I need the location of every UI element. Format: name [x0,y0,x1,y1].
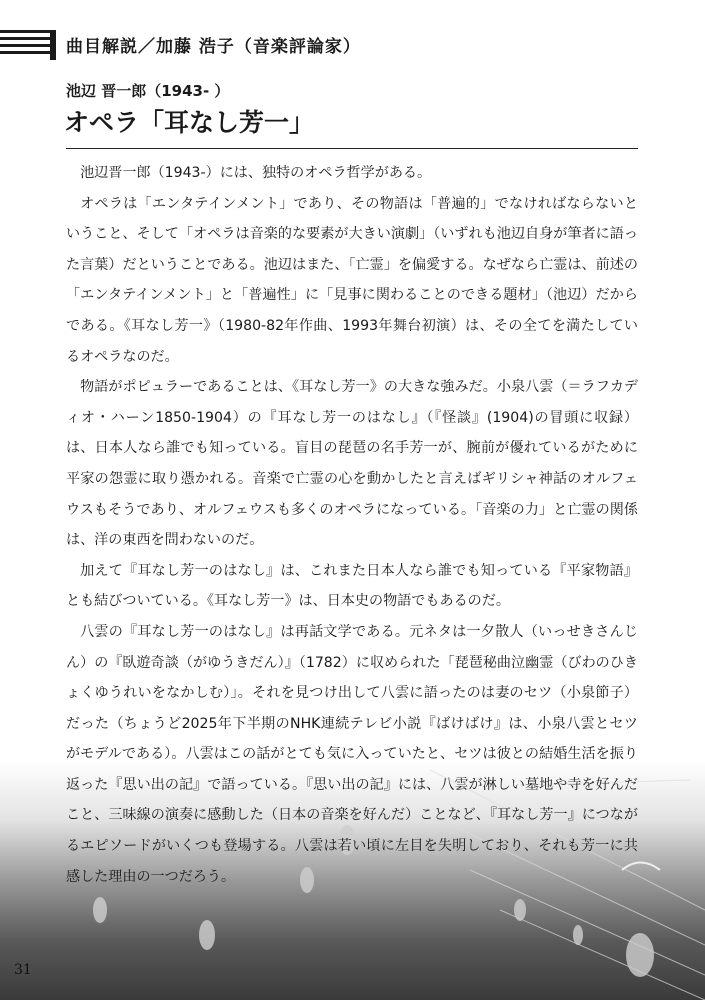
article-body [66,158,638,892]
section-header: 曲目解説／加藤 浩子（音楽評論家） [66,37,361,57]
paragraph: 加えて『耳なし芳一のはなし』は、これまた日本人なら誰でも知っている『平家物語』とも結びついている。《耳なし芳一》は、日本史の物語でもあるのだ。 [66,562,638,610]
work-title: オペラ「耳なし芳一」 [64,108,315,137]
composer-name: 池辺 晋一郎（1943- ） [66,82,230,100]
title-divider [66,148,638,149]
paragraph: 池辺晋一郎（1943-）には、独特のオペラ哲学がある。 [80,165,432,181]
page-number: 31 [14,962,32,978]
header-decoration-bars [0,30,56,62]
paragraph: オペラは「エンタテインメント」であり、その物語は「普遍的」でなければならないということ、そして「オペラは音楽的な要素が大きい演劇」（いずれも池辺自身が筆者に語った言葉）だということである。池辺はまた、「亡霊」を偏愛する。なぜなら亡霊は、前述の「エンタテインメント」と「普遍性」に「見事に関わることのできる題材」（池辺）だからである。《耳なし芳一》（1980-82年作曲、1993年舞台初演）は、その全てを満たしているオペラなのだ。 [66,195,638,365]
paragraph: 八雲の『耳なし芳一のはなし』は再話文学である。元ネタは一夕散人（いっせきさんじん）の『臥遊奇談（がゆうきだん）』（1782）に収められた「琵琶秘曲泣幽霊（びわのひきょくゆうれいをなかしむ）」。それを見つけ出して八雲に語ったのは妻のセツ（小泉節子）だった（ちょうど2025年下半期のNHK連続テレビ小説『ばけばけ』は、小泉八雲とセツがモデルである）。八雲はこの話がとても気に入っていたと、セツは彼との結婚生活を振り返った『思い出の記』で語っている。『思い出の記』には、八雲が淋しい墓地や寺を好んだこと、三味線の演奏に感動した（日本の音楽を好んだ）ことなど、『耳なし芳一』につながるエピソードがいくつも登場する。八雲は若い頃に左目を失明しており、それも芳一に共感した理由の一つだろう。 [66,623,638,885]
paragraph: 物語がポピュラーであることは、《耳なし芳一》の大きな強みだ。小泉八雲（＝ラフカディオ・ハーン1850-1904）の『耳なし芳一のはなし』（『怪談』(1904)の冒頭に収録）は、日本人なら誰でも知っている。盲目の琵琶の名手芳一が、腕前が優れているがために平家の怨霊に取り憑かれる。音楽で亡霊の心を動かしたと言えばギリシャ神話のオルフェウスもそうであり、オルフェウスも多くのオペラになっている。「音楽の力」と亡霊の関係は、洋の東西を問わないのだ。 [66,379,638,549]
